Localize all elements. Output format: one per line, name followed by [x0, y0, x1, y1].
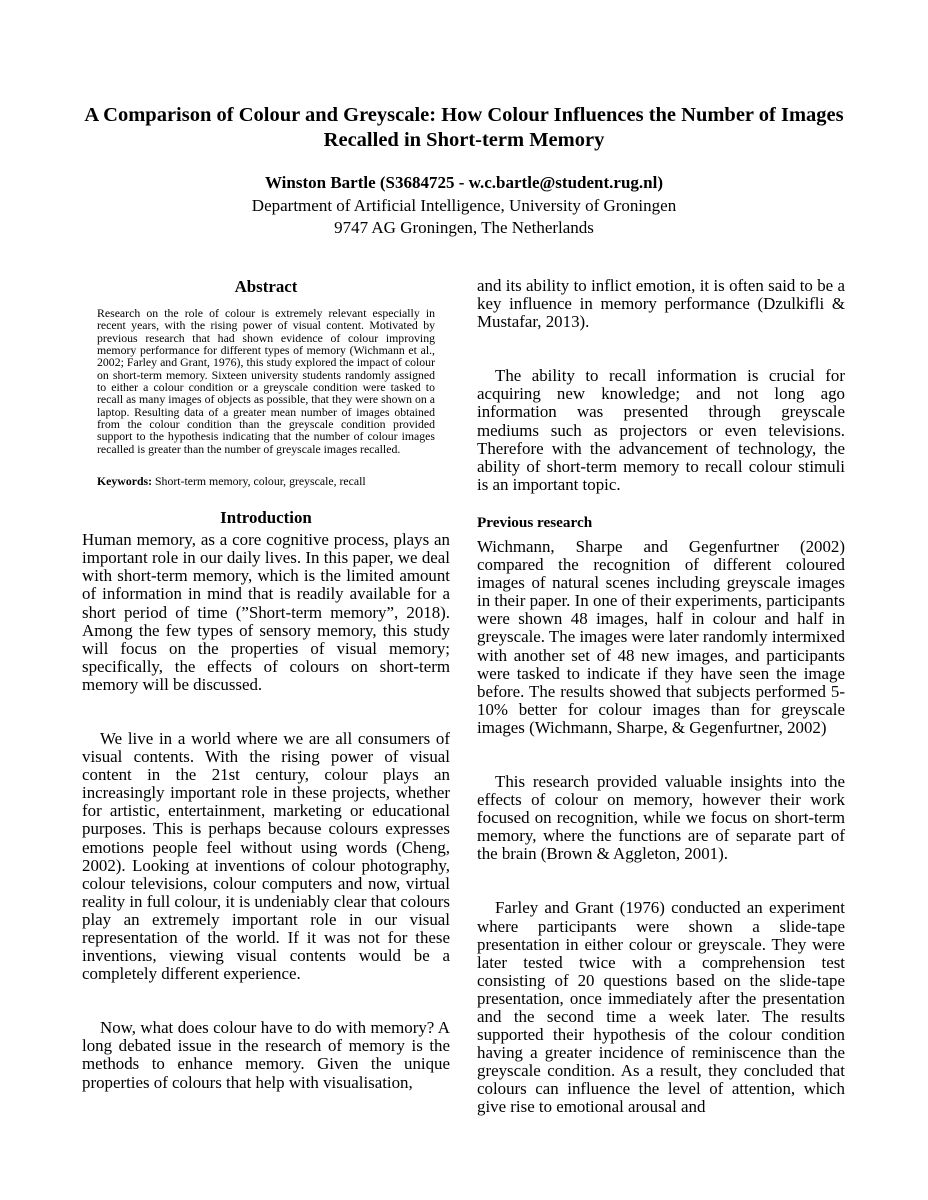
previous-research-paragraph-2: This research provided valuable insights into the effects of colour on memory, however their work focused on recognition, while we focus on short-term memory, where the functions are of separate part of the brain (Brown & Aggleton, 2001).	[477, 771, 845, 864]
right-column	[477, 277, 845, 1117]
introduction-heading: Introduction	[220, 508, 312, 528]
left-column	[82, 277, 450, 1092]
intro-paragraph-2: We live in a world where we are all consumers of visual contents. With the rising power of visual content in the 21st century, colour plays an increasingly important role in these projects, whether for artistic, entertainment, marketing or educational purposes. This is perhaps because colours expresses emotions people feel without using words (Cheng, 2002). Looking at inventions of colour photography, colour televisions, colour computers and now, virtual reality in full colour, it is undeniably clear that colours play an extremely important role in our visual representation of the world. If it was not for these inventions, viewing visual contents would be a completely different experience.	[82, 728, 450, 984]
paper-title: A Comparison of Colour and Greyscale: How Colour Influences the Number of Images Recalled in Short-term Memory	[84, 104, 844, 151]
intro-paragraph-3-continued: and its ability to inflict emotion, it is often said to be a key influence in memory performance (Dzulkifli & Mustafar, 2013).	[477, 276, 845, 332]
author-address: 9747 AG Groningen, The Netherlands	[334, 218, 594, 237]
keywords	[97, 474, 435, 488]
keywords-text: Short-term memory, colour, greyscale, recall	[155, 474, 366, 489]
abstract-text: Research on the role of colour is extremely relevant especially in recent years, with the rising power of visual content. Motivated by previous research that had shown evidence of colour improving memory performance for different types of memory (Wichmann et al., 2002; Farley and Grant, 1976), this study explored the impact of colour on short-term memory. Sixteen university students randomly assigned to either a colour condition or a greyscale condition were tasked to recall as many images of objects as possible, that they were shown on a laptop. Resulting data of a greater mean number of images obtained from the colour condition than the greyscale condition provided support to the hypothesis indicating that the number of colour images recalled is greater than the number of greyscale images recalled.	[97, 306, 435, 456]
intro-paragraph-1: Human memory, as a core cognitive process, plays an important role in our daily lives. In this paper, we deal with short-term memory, which is the limited amount of information in mind that is readily available for a short period of time (”Short-term memory”, 2018). Among the few types of sensory memory, this study will focus on the properties of visual memory; specifically, the effects of colours on short-term memory will be discussed.	[82, 530, 450, 694]
intro-paragraph-3: Now, what does colour have to do with memory? A long debated issue in the research of memory is the methods to enhance memory. Given the unique properties of colours that help with visualisation,	[82, 1018, 450, 1092]
previous-research-heading: Previous research	[477, 513, 593, 531]
keywords-label: Keywords:	[97, 474, 153, 489]
author-block	[70, 172, 858, 240]
previous-research-paragraph-1: Wichmann, Sharpe and Gegenfurtner (2002) compared the recognition of different coloured images of natural scenes including greyscale images in their paper. In one of their experiments, participants were shown 48 images, half in colour and half in greyscale. The images were later randomly intermixed with another set of 48 new images, and participants were tasked to indicate if they have seen the image before. The results showed that subjects performed 5-10% better for colour images than for greyscale images (Wichmann, Sharpe, & Gegenfurtner, 2002)	[477, 536, 845, 737]
author-affiliation: Department of Artificial Intelligence, University of Groningen	[251, 195, 677, 215]
author-name: Winston Bartle (S3684725 - w.c.bartle@student.rug.nl)	[264, 173, 663, 192]
previous-research-paragraph-3: Farley and Grant (1976) conducted an experiment where participants were shown a slide-tape presentation in either colour or greyscale. They were later tested twice with a comprehension test consisting of 20 questions based on the slide-tape presentation, once immediately after the presentation and the second time a week later. The results supported their hypothesis of the colour condition having a greater incidence of reminiscence than the greyscale condition. As a result, they concluded that colours can influence the level of attention, which give rise to emotional arousal and	[477, 898, 845, 1117]
intro-paragraph-4: The ability to recall information is crucial for acquiring new knowledge; and not long ago information was presented through greyscale mediums such as projectors or even televisions. Therefore with the advancement of technology, the ability of short-term memory to recall colour stimuli is an important topic.	[477, 366, 845, 494]
abstract-heading: Abstract	[234, 277, 298, 296]
